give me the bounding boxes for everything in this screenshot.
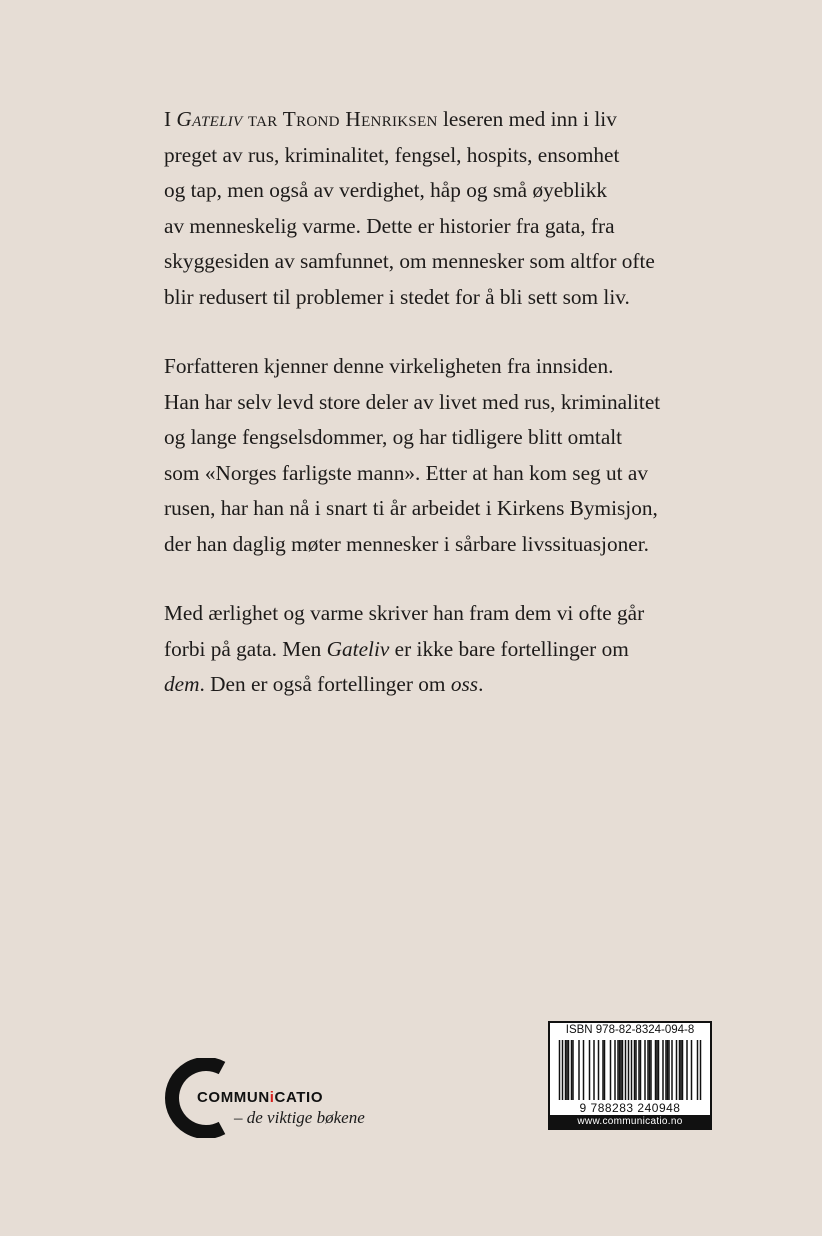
barcode-bar — [665, 1040, 667, 1100]
barcode-bar — [668, 1040, 670, 1100]
publisher-tagline: – de viktige bøkene — [234, 1108, 365, 1127]
text-run: . Den er også fortellinger om — [199, 672, 451, 696]
book-title-italic: Gateliv — [176, 107, 243, 131]
barcode-bar — [644, 1040, 646, 1100]
barcode-bar — [686, 1040, 688, 1100]
barcode-bar — [578, 1040, 580, 1100]
barcode-bar — [572, 1040, 574, 1100]
text-line: og tap, men også av verdighet, håp og små øyeblikk — [164, 178, 607, 202]
barcode-bar — [691, 1040, 693, 1100]
text-line: som «Norges farligste mann». Etter at han kom seg ut av — [164, 460, 649, 485]
barcode-bar — [566, 1040, 568, 1100]
barcode-bar — [562, 1040, 564, 1100]
text-line: preget av rus, kriminalitet, fengsel, hospits, ensomhet — [164, 142, 620, 167]
author-small-caps: tar Trond Henriksen — [247, 107, 438, 131]
barcode-bar — [634, 1040, 636, 1100]
barcode-bar — [667, 1040, 669, 1100]
barcode-bar — [662, 1040, 664, 1100]
barcode-bar — [617, 1040, 619, 1100]
barcode-bar — [680, 1040, 682, 1100]
barcode-bar — [676, 1040, 678, 1100]
barcode-bar — [649, 1040, 651, 1100]
text-line: skyggesiden av samfunnet, om mennesker som altfor ofte — [164, 249, 655, 273]
barcode-bar — [647, 1040, 649, 1100]
book-title-italic: Gateliv — [326, 636, 390, 661]
emphasis-italic: oss — [450, 672, 479, 696]
barcode-bar — [589, 1040, 591, 1100]
blurb-paragraph-2 — [164, 349, 724, 562]
barcode-bar — [638, 1040, 640, 1100]
text-run: . — [478, 672, 484, 696]
ean-digits: 9 788283 240948 — [579, 1101, 681, 1115]
text-line: blir redusert til problemer i stedet for å bli sett som liv. — [164, 284, 630, 309]
barcode-bar — [625, 1040, 627, 1100]
barcode-bar — [619, 1040, 621, 1100]
barcode-bar — [568, 1040, 570, 1100]
isbn-label: ISBN 978-82-8324-094-8 — [565, 1024, 695, 1036]
text-line: av menneskelig varme. Dette er historier fra gata, fra — [164, 213, 615, 238]
barcode-bar — [682, 1040, 684, 1100]
text-run: forbi på gata. Men — [164, 636, 327, 661]
barcode-bar — [635, 1040, 637, 1100]
barcode-bar — [697, 1040, 699, 1100]
text-line: Han har selv levd store deler av livet med rus, kriminalitet — [164, 389, 661, 414]
blurb-paragraph-3 — [164, 596, 724, 703]
publisher-name-part: CATIO — [274, 1089, 324, 1106]
barcode-bar — [679, 1040, 681, 1100]
isbn-barcode — [548, 1021, 712, 1130]
publisher-name-accent-letter: i — [269, 1089, 275, 1106]
barcode-bar — [614, 1040, 616, 1100]
barcode-bar — [650, 1040, 652, 1100]
text-line — [164, 632, 724, 668]
text-line: rusen, har han nå i snart ti år arbeidet i Kirkens Bymisjon, — [164, 496, 658, 520]
text-line — [164, 102, 724, 138]
barcode-bar — [655, 1040, 657, 1100]
barcode-bar — [656, 1040, 658, 1100]
barcode-bar — [671, 1040, 673, 1100]
publisher-name-part: COMMUN — [197, 1089, 270, 1106]
barcode-bar — [610, 1040, 612, 1100]
barcode-bars — [550, 1038, 710, 1102]
barcode-bar — [583, 1040, 585, 1100]
text-line — [164, 667, 724, 703]
text-line: der han daglig møter mennesker i sårbare livssituasjoner. — [164, 531, 649, 556]
text-line: og lange fengselsdommer, og har tidligere blitt omtalt — [164, 425, 623, 449]
barcode-bar — [604, 1040, 606, 1100]
barcode-bar — [593, 1040, 595, 1100]
barcode-bar — [628, 1040, 630, 1100]
barcode-bar — [565, 1040, 567, 1100]
barcode-bar — [700, 1040, 702, 1100]
barcode-bar — [559, 1040, 561, 1100]
barcode-bar — [640, 1040, 642, 1100]
barcode-bar — [658, 1040, 660, 1100]
text-line: Forfatteren kjenner denne virkeligheten fra innsiden. — [164, 354, 614, 378]
text-run: leseren med inn i liv — [437, 107, 617, 131]
barcode-bar — [622, 1040, 624, 1100]
barcode-bar — [598, 1040, 600, 1100]
publisher-logo — [164, 1058, 404, 1138]
publisher-website: www.communicatio.no — [550, 1115, 710, 1128]
text-line: Med ærlighet og varme skriver han fram dem vi ofte går — [164, 601, 645, 625]
blurb-paragraph-1 — [164, 102, 724, 315]
text-run: I — [164, 107, 177, 131]
barcode-bar — [631, 1040, 633, 1100]
emphasis-italic: dem — [164, 672, 200, 696]
publisher-name — [197, 1089, 323, 1106]
back-cover-blurb — [164, 102, 724, 737]
text-run: er ikke bare fortellinger om — [389, 636, 629, 661]
barcode-bar — [571, 1040, 573, 1100]
barcode-bar — [602, 1040, 604, 1100]
barcode-bar — [620, 1040, 622, 1100]
